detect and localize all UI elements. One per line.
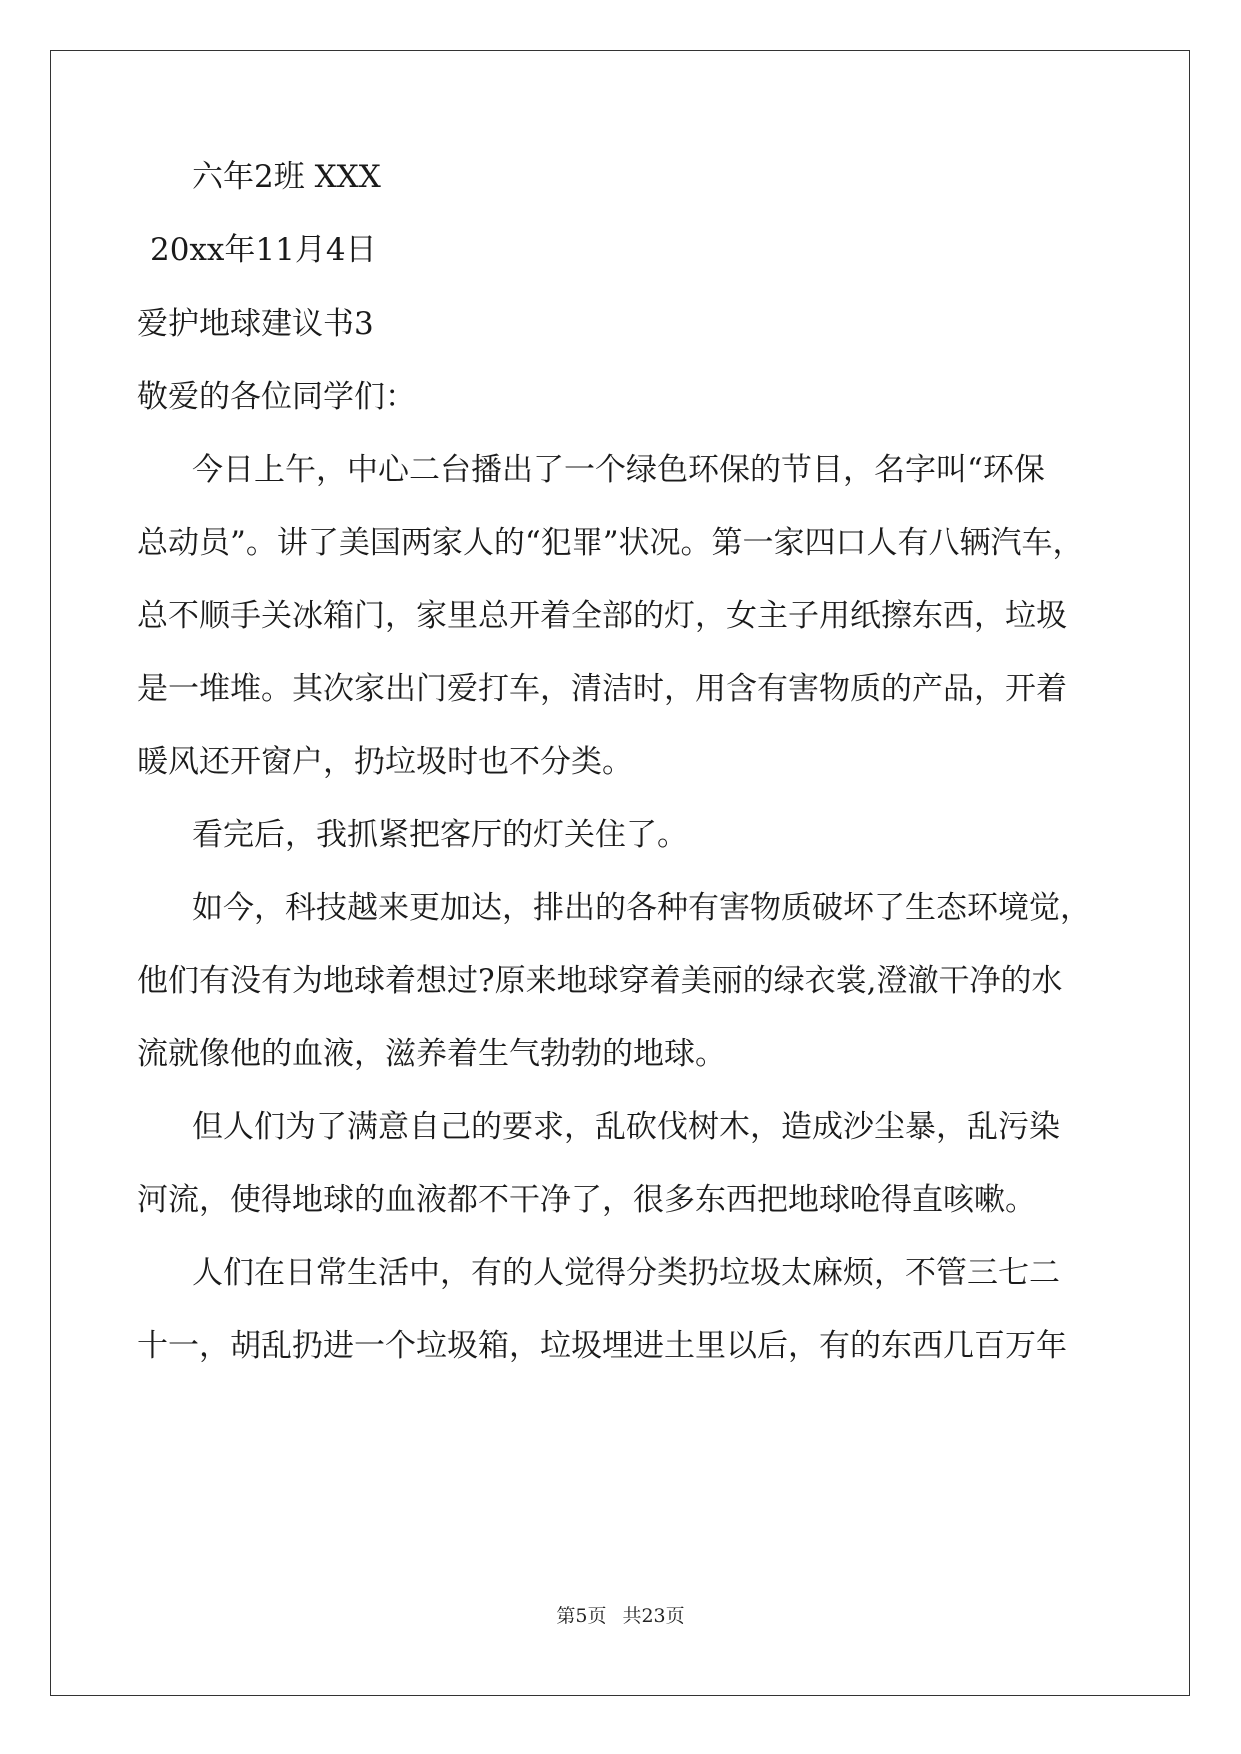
page-footer [0, 1604, 1241, 1628]
body-line: 看完后，我抓紧把客厅的灯关住了。 [192, 817, 688, 853]
body-line: 他们有没有为地球着想过?原来地球穿着美丽的绿衣裳,澄澈干净的水 [137, 963, 1063, 999]
body-line: 是一堆堆。其次家出门爱打车，清洁时，用含有害物质的产品，开着 [137, 671, 1067, 707]
body-line: 总不顺手关冰箱门，家里总开着全部的灯，女主子用纸擦东西，垃圾 [137, 598, 1067, 634]
body-line: 总动员”。讲了美国两家人的“犯罪”状况。第一家四口人有八辆汽车， [137, 525, 1084, 561]
salutation: 敬爱的各位同学们： [137, 379, 416, 415]
date: 20xx年11月4日 [150, 232, 377, 268]
page-border [50, 50, 1190, 1696]
body-line: 流就像他的血液，滋养着生气勃勃的地球。 [137, 1036, 726, 1072]
page-number: 第5页 [556, 1605, 607, 1627]
body-line: 但人们为了满意自己的要求，乱砍伐树木，造成沙尘暴，乱污染 [192, 1109, 1060, 1145]
body-line: 如今，科技越来更加达，排出的各种有害物质破坏了生态环境觉， [192, 890, 1091, 926]
body-line: 今日上午，中心二台播出了一个绿色环保的节目，名字叫“环保 [192, 452, 1045, 488]
body-line: 人们在日常生活中，有的人觉得分类扔垃圾太麻烦，不管三七二 [192, 1255, 1060, 1291]
body-line: 河流，使得地球的血液都不干净了，很多东西把地球呛得直咳嗽。 [137, 1182, 1036, 1218]
body-line: 暖风还开窗户，扔垃圾时也不分类。 [137, 744, 633, 780]
document-title: 爱护地球建议书3 [137, 306, 374, 342]
signature: 六年2班 XXX [192, 159, 381, 195]
page-total: 共23页 [622, 1605, 685, 1627]
body-line: 十一，胡乱扔进一个垃圾箱，垃圾埋进土里以后，有的东西几百万年 [137, 1328, 1067, 1364]
